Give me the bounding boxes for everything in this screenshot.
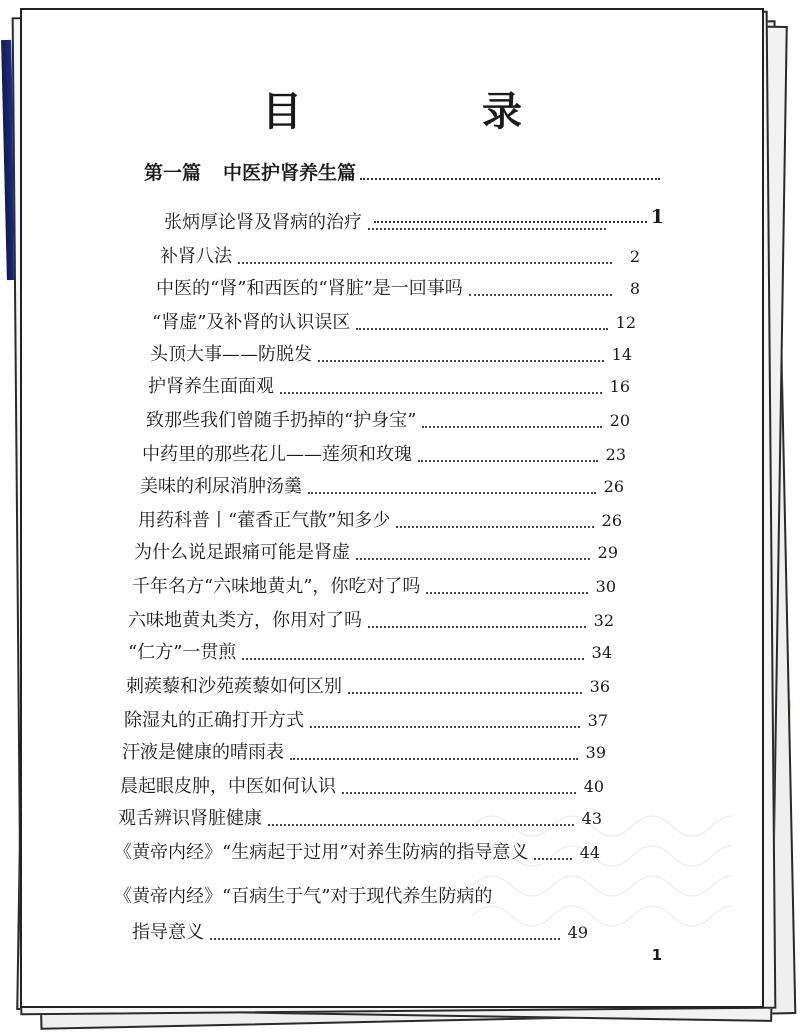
dot-leader [242,658,584,660]
dot-leader [342,792,576,794]
dot-leader [280,392,602,394]
toc-entry[interactable]: 头顶大事——防脱发 14 [150,344,632,365]
dot-leader [210,938,560,940]
dot-leader [308,492,596,494]
dot-leader [238,262,612,264]
dot-leader [368,228,606,230]
dot-leader [290,758,578,760]
toc-page [20,8,764,1008]
toc-entry[interactable]: 千年名方“六味地黄丸”，你吃对了吗 30 [132,576,616,597]
dot-leader [356,558,590,560]
dot-leader [318,360,604,362]
dot-leader [368,626,586,628]
part-label: 第一篇 [144,162,202,184]
part-heading [144,158,664,185]
toc-entry[interactable]: 除湿丸的正确打开方式 37 [124,710,608,731]
dot-leader [396,526,594,528]
part-name: 中医护肾养生篇 [223,162,357,184]
dot-leader [469,294,612,296]
toc-entry[interactable]: 中药里的那些花儿——莲须和玫瑰 23 [142,444,626,465]
dot-leader [534,858,572,860]
toc-entry[interactable]: 补肾八法 2 [160,246,640,267]
toc-entry[interactable]: 致那些我们曾随手扔掉的“护身宝” 20 [146,410,630,431]
dot-leader [422,426,602,428]
dot-leader [268,824,574,826]
toc-entry[interactable]: 美味的利尿消肿汤羹 26 [140,476,624,497]
toc-entry[interactable]: 《黄帝内经》“生病起于过用”对养生防病的指导意义 44 [114,842,600,863]
page-title: 目 录 [262,88,592,135]
toc-entry[interactable]: 六味地黄丸类方，你用对了吗 32 [128,610,614,631]
toc-entry[interactable]: “肾虚”及补肾的认识误区 12 [152,312,636,333]
toc-entry[interactable]: 为什么说足跟痛可能是肾虚 29 [134,542,618,563]
toc-entry[interactable]: 中医的“肾”和西医的“肾脏”是一回事吗 8 [156,278,640,299]
dot-leader [360,178,660,180]
dot-leader [356,328,608,330]
toc-entry[interactable]: 晨起眼皮肿，中医如何认识 40 [120,776,604,797]
toc-entry[interactable]: 汗液是健康的晴雨表 39 [122,742,606,763]
dot-leader [418,460,598,462]
toc-entry[interactable]: 观舌辨识肾脏健康 43 [118,808,602,829]
toc-entry[interactable]: 《黄帝内经》“百病生于气”对于现代养生防病的 [114,886,493,907]
dot-leader [310,726,580,728]
dot-leader [348,692,582,694]
page-number: 1 [651,946,662,964]
toc-entry[interactable]: 刺蒺藜和沙苑蒺藜如何区别 36 [126,676,610,697]
toc-entry[interactable]: 张炳厚论肾及肾病的治疗 [164,208,634,234]
toc-entry-continuation[interactable]: 指导意义 49 [132,922,588,943]
toc-entry[interactable]: 用药科普丨“藿香正气散”知多少 26 [138,510,622,531]
dot-leader [426,592,588,594]
toc-entry[interactable]: “仁方”一贯煎 34 [128,642,612,663]
toc-entry[interactable]: 护肾养生面面观 16 [148,376,630,397]
part-page-number: 1 [650,206,664,228]
